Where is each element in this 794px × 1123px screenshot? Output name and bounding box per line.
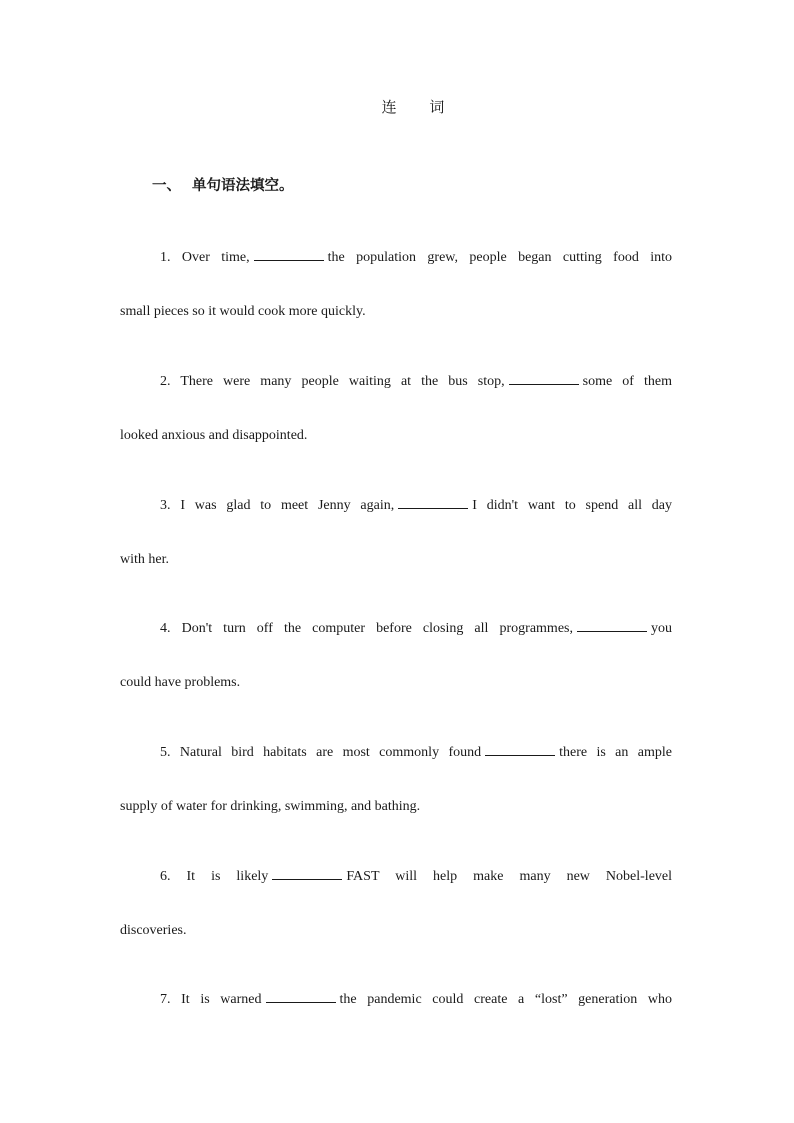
- section-heading: [152, 174, 294, 195]
- question-3-line-1: [120, 495, 672, 516]
- question-4-line-2: could have problems.: [120, 675, 241, 690]
- question-7-line-1: [120, 989, 672, 1010]
- question-5-line-1: [120, 742, 672, 763]
- question-6-line-1: [120, 866, 672, 887]
- question-text: the pandemic could create a “lost” generation who: [339, 992, 673, 1007]
- section-title: 单句语法填空。: [192, 178, 294, 194]
- question-text: There were many people waiting at the bus stop,: [180, 374, 505, 389]
- question-number: 2.: [160, 374, 171, 389]
- question-text: FAST will help make many new Nobel-level: [346, 869, 673, 884]
- question-4-line-1: [120, 618, 672, 639]
- answer-blank[interactable]: [398, 495, 468, 509]
- question-number: 5.: [160, 745, 171, 760]
- question-3-line-2: with her.: [120, 552, 169, 567]
- answer-blank[interactable]: [485, 742, 555, 756]
- answer-blank[interactable]: [254, 247, 324, 261]
- question-text: Over time,: [181, 250, 250, 265]
- question-text: It is warned: [181, 992, 262, 1007]
- answer-blank[interactable]: [272, 866, 342, 880]
- question-number: 4.: [160, 621, 171, 636]
- question-number: 7.: [160, 992, 171, 1007]
- question-text: I was glad to meet Jenny again,: [180, 498, 395, 513]
- question-text: the population grew, people began cutting food into: [327, 250, 672, 265]
- question-6-line-2: discoveries.: [120, 923, 187, 938]
- question-text: you: [651, 621, 672, 636]
- question-number: 6.: [160, 869, 171, 884]
- question-text: some of them: [582, 374, 673, 389]
- answer-blank[interactable]: [509, 371, 579, 385]
- question-text: there is an ample: [559, 745, 672, 760]
- question-text: Natural bird habitats are most commonly found: [179, 745, 482, 760]
- question-1-line-1: [120, 247, 672, 268]
- question-2-line-1: [120, 371, 672, 392]
- question-5-line-2: supply of water for drinking, swimming, and bathing.: [120, 799, 421, 814]
- page-title: 连 词: [381, 98, 459, 116]
- question-text: I didn't want to spend all day: [472, 498, 673, 513]
- question-2-line-2: looked anxious and disappointed.: [120, 428, 308, 443]
- answer-blank[interactable]: [266, 989, 336, 1003]
- question-number: 3.: [160, 498, 171, 513]
- question-text: It is likely: [186, 869, 269, 884]
- question-text: Don't turn off the computer before closing all programmes,: [181, 621, 573, 636]
- section-number: 一、: [152, 178, 181, 194]
- question-number: 1.: [160, 250, 171, 265]
- answer-blank[interactable]: [577, 618, 647, 632]
- question-1-line-2: small pieces so it would cook more quickly.: [120, 304, 366, 319]
